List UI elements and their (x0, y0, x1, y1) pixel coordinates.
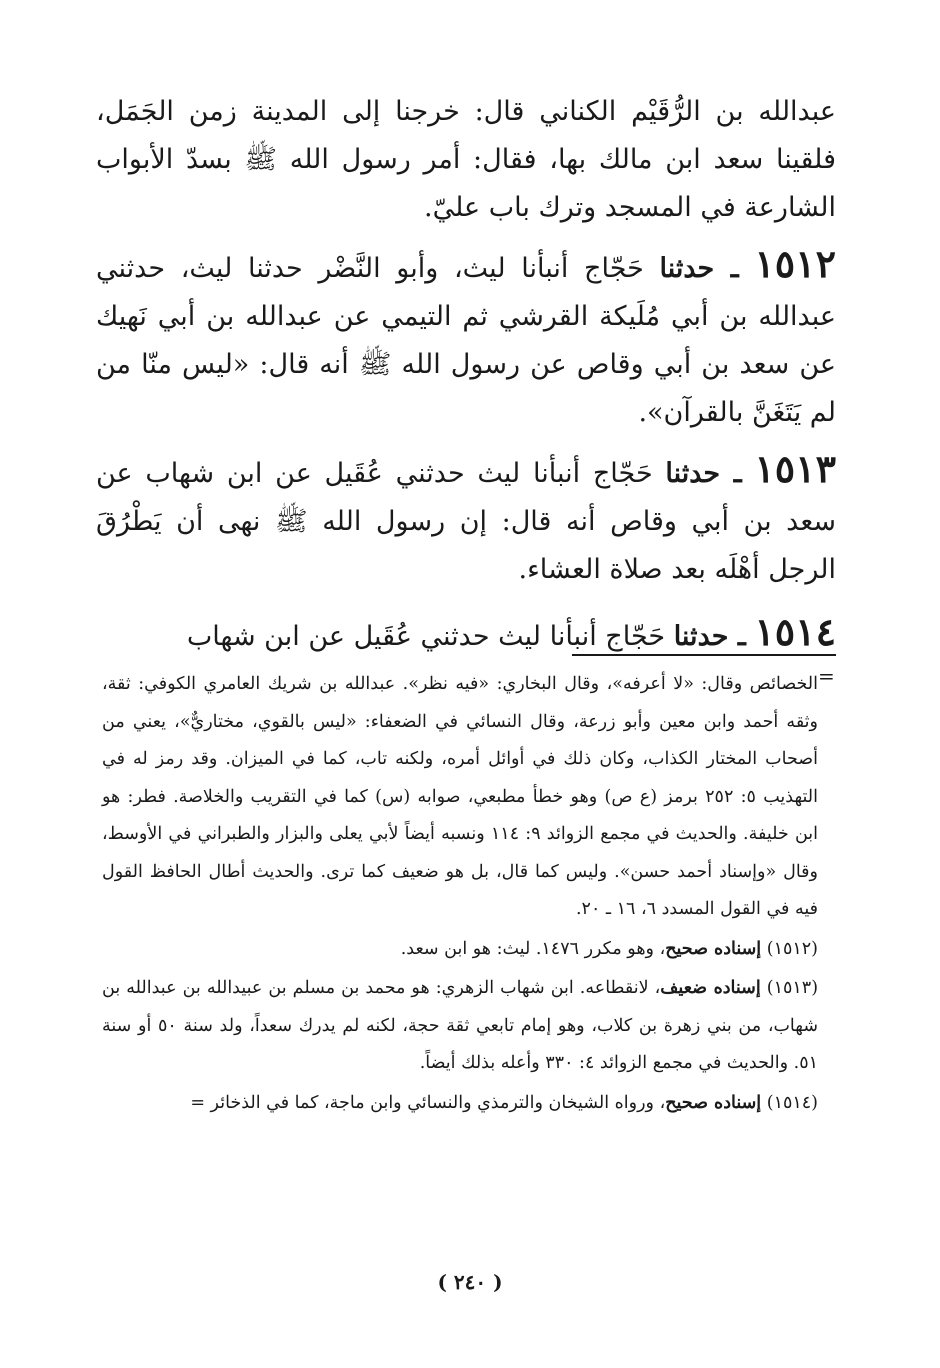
page-number: ( ٢٤٠ ) (437, 1270, 503, 1294)
hadith-1513 (96, 445, 836, 594)
paragraph-continuation (96, 88, 836, 232)
footnote-1513 (102, 970, 818, 1083)
hadith-number: ١٥١٣ (754, 446, 836, 491)
hadith-text: حَجّاج أنبأنا ليث حدثني عُقَيل عن ابن شهاب (186, 621, 666, 652)
main-text (96, 88, 836, 669)
hadith-heading: حدثنا (659, 253, 715, 284)
hadith-dash: ـ (714, 253, 739, 284)
footnote-text: ، ورواه الشيخان والترمذي والنسائي وابن ماجة، كما في الذخائر = (190, 1092, 666, 1113)
hadith-1512 (96, 240, 836, 437)
hadith-heading: حدثنا (673, 621, 729, 652)
footnote-verdict: إسناده ضعيف (660, 978, 761, 998)
footnote-separator (572, 654, 836, 656)
hadith-heading: حدثنا (665, 458, 721, 489)
footnote-1514 (102, 1085, 818, 1123)
hadith-dash: ـ (728, 621, 746, 652)
hadith-number: ١٥١٢ (754, 241, 836, 286)
footnote-label: (١٥١٢) (766, 938, 818, 959)
paragraph-text: عبدالله بن الرُّقَيْم الكناني قال: خرجنا إلى المدينة زمن الجَمَل، فلقينا سعد ابن مالك بها، فقال: أمر رسول الله ﷺ بسدّ الأبواب الشارعة في المسجد وترك باب عليّ. (96, 96, 836, 223)
hadith-text: حَجّاج أنبأنا ليث حدثني عُقَيل عن ابن شهاب عن سعد بن أبي وقاص أنه قال: إن رسول الله ﷺ نهى أن يَطْرُقَ الرجل أهْلَه بعد صلاة العشاء. (96, 458, 836, 585)
footnote-label: (١٥١٣) (766, 978, 819, 998)
hadith-text: حَجّاج أنبأنا ليث، وأبو النَّضْر حدثنا ليث، حدثني عبدالله بن أبي مُلَيكة القرشي ثم التيمي عن عبدالله بن أبي نَهيك عن سعد بن أبي وقاص عن رسول الله ﷺ أنه قال: «ليس منّا من لم يَتَغَنَّ بالقرآن». (96, 253, 836, 428)
hadith-dash: ـ (720, 458, 742, 489)
footnote-1512 (102, 931, 818, 969)
footnote-text: ، وهو مكرر ١٤٧٦. ليث: هو ابن سعد. (400, 938, 666, 959)
footnote-text: ، لانقطاعه. ابن شهاب الزهري: هو محمد بن مسلم بن عبيدالله بن عبدالله بن شهاب، من بني زهرة بن كلاب، وهو إمام تابعي ثقة حجة، لكنه لم يدرك سعداً، ولد سنة ٥٠ أو سنة ٥١. والحديث في مجمع الزوائد ٤: ٣٣٠ وأعله بذلك أيضاً. (102, 978, 818, 1073)
footnote-continued (102, 666, 818, 929)
footnote-verdict: إسناده صحيح (665, 1092, 762, 1113)
footnote-text: الخصائص وقال: «لا أعرفه»، وقال البخاري: «فيه نظر». عبدالله بن شريك العامري الكوفي: ثقة، وثقه أحمد وابن معين وأبو زرعة، وقال النسائي في الضعفاء: «ليس بالقوي، مختاريٌّ»، يعني من أصحاب المختار الكذاب، وكان ذلك في أوائل أمره، ولكنه تاب، كما في الميزان. وقد رمز له في التهذيب ٥: ٢٥٢ برمز (ع ص) وهو خطأ مطبعي، صوابه (س) كما في التقريب والخلاصة. فطر: هو ابن خليفة. والحديث في مجمع الزوائد ٩: ١١٤ ونسبه أيضاً لأبي يعلى والبزار والطبراني في الأوسط، وقال «وإسناد أحمد حسن». وليس كما قال، بل هو ضعيف كما ترى. والحديث أطال الحافظ القول فيه في القول المسدد ٦، ١٦ ـ ٢٠. (102, 674, 819, 919)
footnote-continuation-mark: = (818, 664, 835, 688)
footnote-label: (١٥١٤) (766, 1092, 818, 1113)
footnotes (102, 666, 818, 1122)
footnote-verdict: إسناده صحيح (665, 938, 762, 959)
hadith-number: ١٥١٤ (754, 609, 836, 654)
